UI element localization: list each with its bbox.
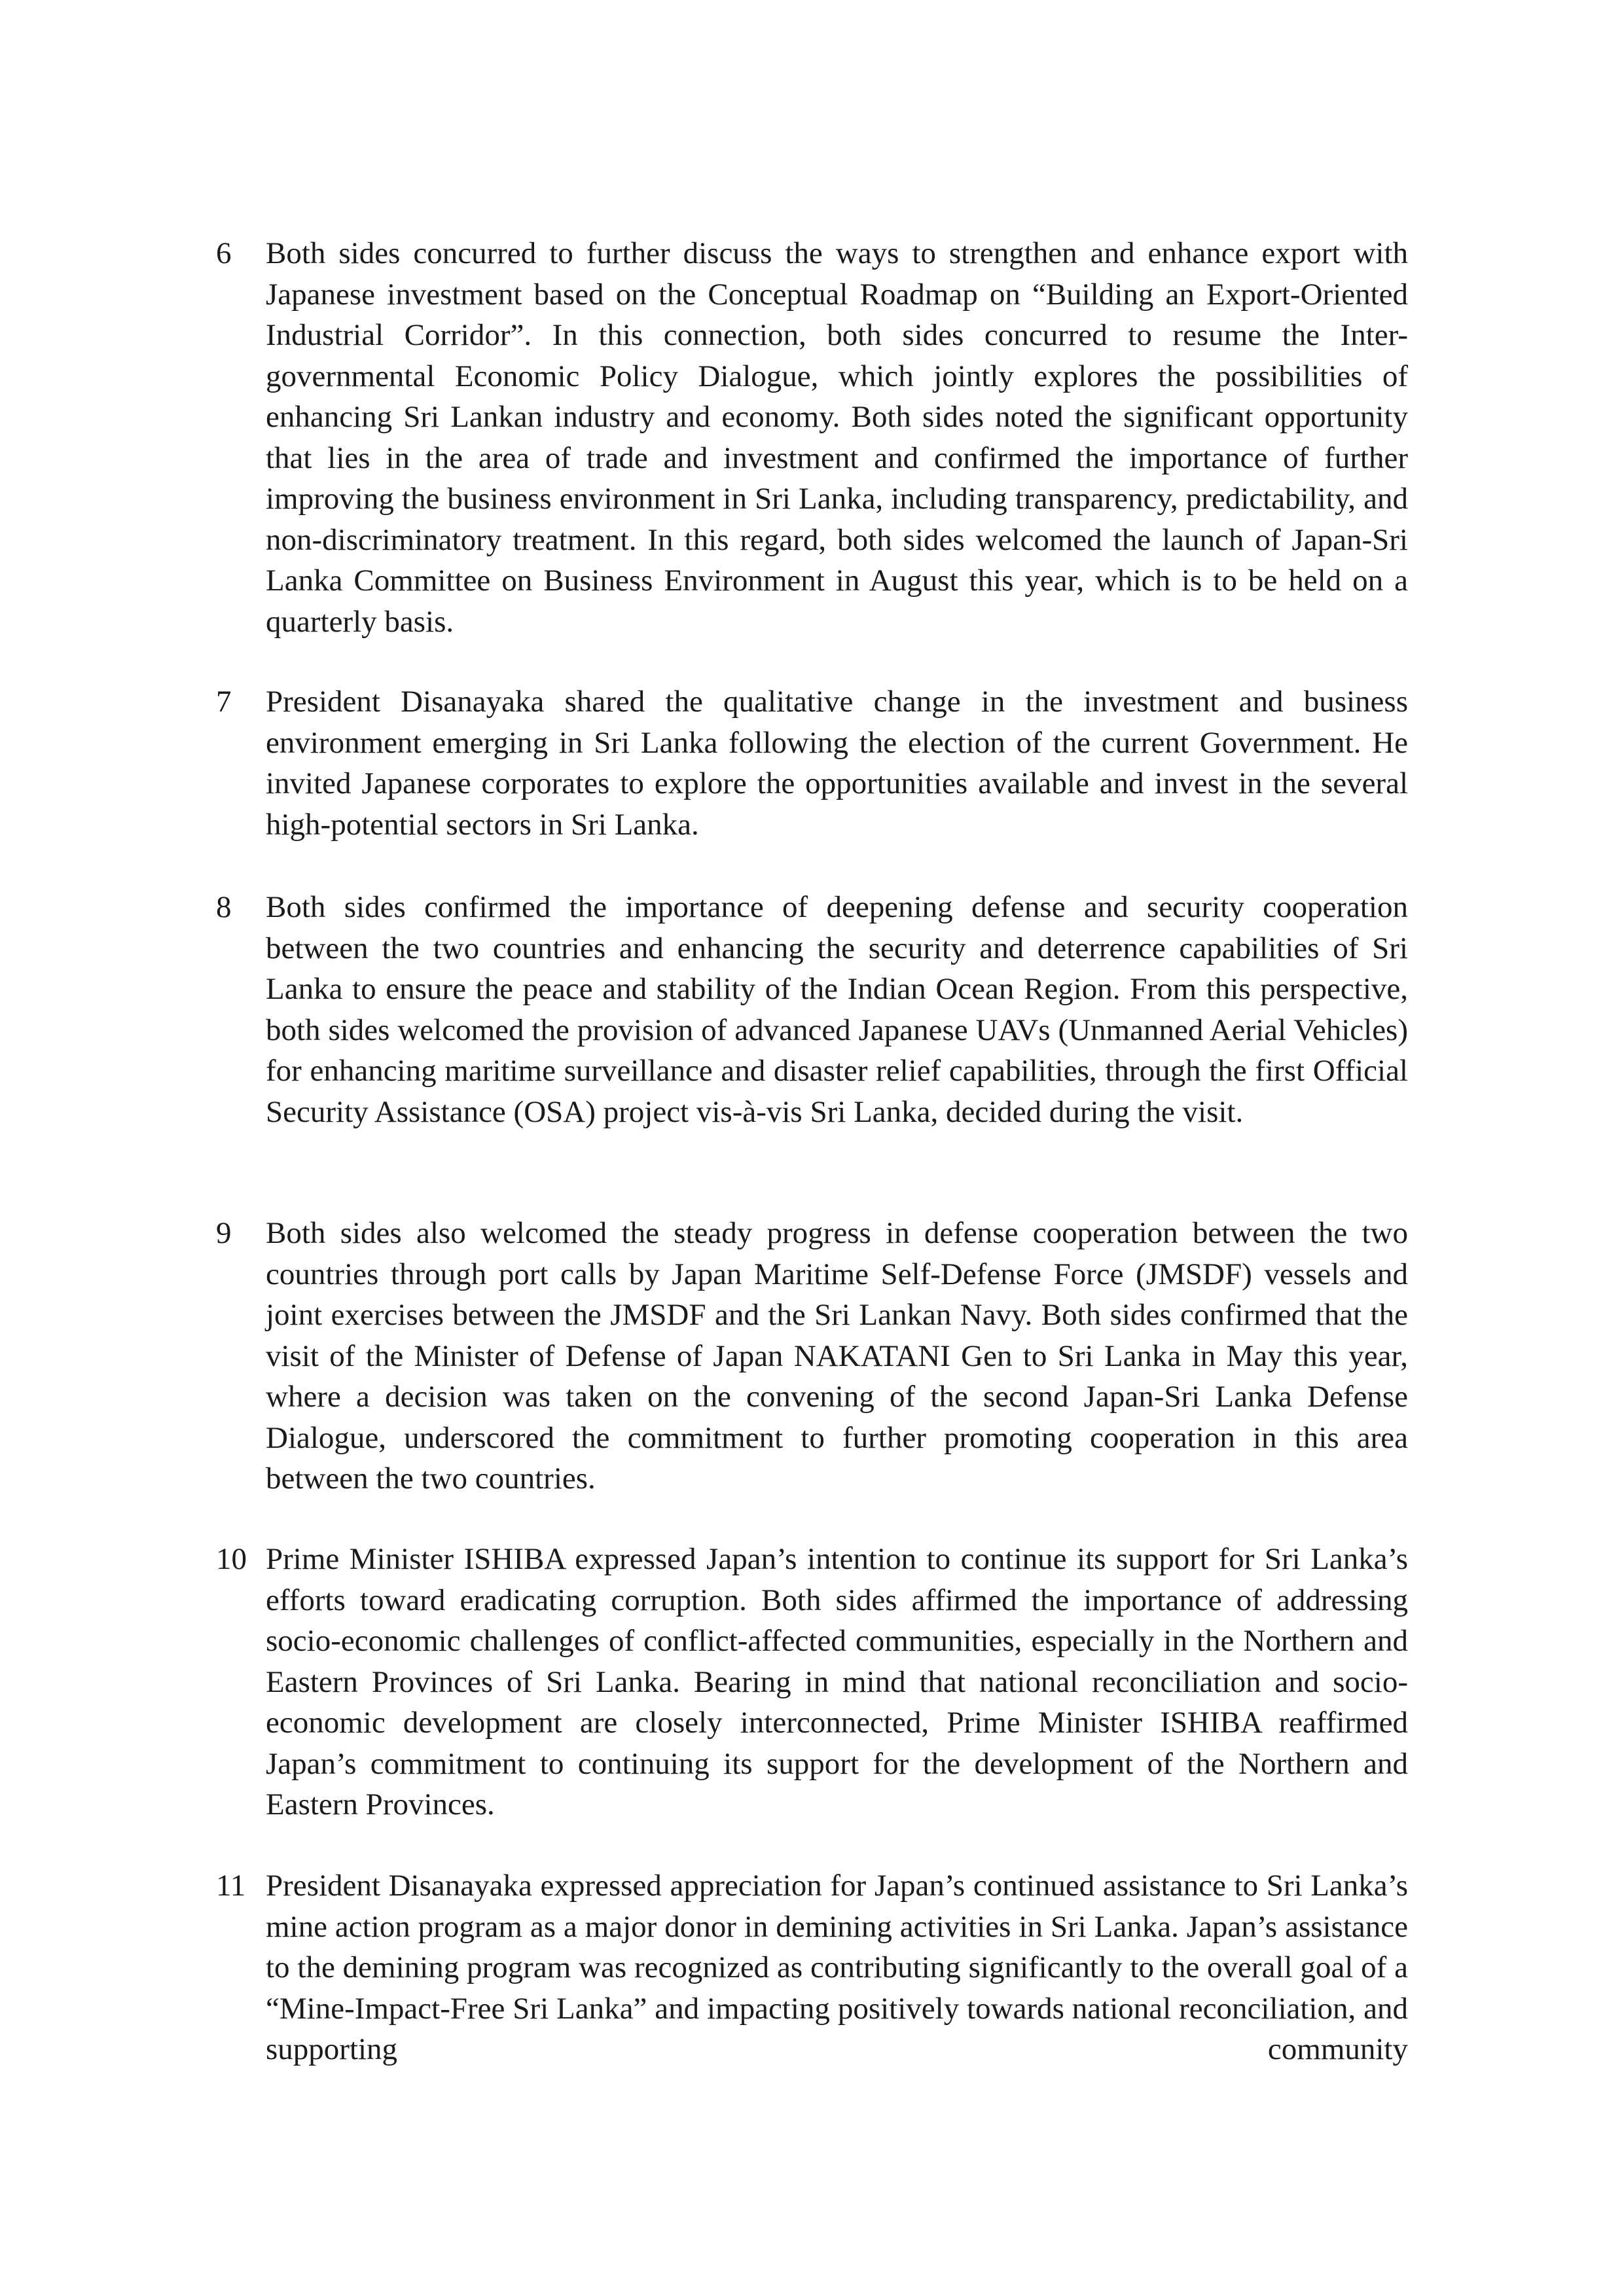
paragraph-text: Both sides confirmed the importance of deepening defense and security cooperation between the two countries and enhancing the security and deterrence capabilities of Sri Lanka to ensure the peace and stability of the Indian Ocean Region. From this perspective, both sides welcomed the provision of advanced Japanese UAVs (Unmanned Aerial Vehicles) for enhancing maritime surveillance and disaster relief capabilities, through the first Official Security Assistance (OSA) project vis-à-vis Sri Lanka, decided during the visit. xyxy=(266,890,1408,1129)
paragraph-text: Both sides also welcomed the steady progress in defense cooperation between the two countries through port calls by Japan Maritime Self-Defense Force (JMSDF) vessels and joint exercises between the JMSDF and the Sri Lankan Navy. Both sides confirmed that the visit of the Minister of Defense of Japan NAKATANI Gen to Sri Lanka in May this year, where a decision was taken on the convening of the second Japan-Sri Lanka Defense Dialogue, underscored the commitment to further promoting cooperation in this area between the two countries. xyxy=(266,1216,1408,1496)
paragraph-number: 10 xyxy=(216,1542,247,1576)
paragraph-number: 7 xyxy=(216,685,232,719)
paragraph-number: 9 xyxy=(216,1216,232,1250)
paragraph-number: 11 xyxy=(216,1869,246,1903)
paragraph-text: President Disanayaka expressed appreciation for Japan’s continued assistance to Sri Lanka’s mine action program as a major donor in demining activities in Sri Lanka. Japan’s assistance to the demining program was recognized as contributing significantly to the overall goal of a “Mine-Impact-Free Sri Lanka” and impacting positively towards national reconciliation, and supporting community xyxy=(266,1869,1408,2066)
paragraph-number: 6 xyxy=(216,236,232,270)
paragraph-text: Both sides concurred to further discuss the ways to strengthen and enhance export with Japanese investment based on the Conceptual Roadmap on “Building an Export-Oriented Industrial Corridor”. In this connection, both sides concurred to resume the Inter-governmental Economic Policy Dialogue, which jointly explores the possibilities of enhancing Sri Lankan industry and economy. Both sides noted the significant opportunity that lies in the area of trade and investment and confirmed the importance of further improving the business environment in Sri Lanka, including transparency, predictability, and non-discriminatory treatment. In this regard, both sides welcomed the launch of Japan-Sri Lanka Committee on Business Environment in August this year, which is to be held on a quarterly basis. xyxy=(266,236,1408,639)
paragraph-text: President Disanayaka shared the qualitative change in the investment and business environment emerging in Sri Lanka following the election of the current Government. He invited Japanese corporates to explore the opportunities available and invest in the several high-potential sectors in Sri Lanka. xyxy=(266,685,1408,842)
paragraph-text: Prime Minister ISHIBA expressed Japan’s intention to continue its support for Sri Lanka’s efforts toward eradicating corruption. Both sides affirmed the importance of addressing socio-economic challenges of conflict-affected communities, especially in the Northern and Eastern Provinces of Sri Lanka. Bearing in mind that national reconciliation and socio-economic development are closely interconnected, Prime Minister ISHIBA reaffirmed Japan’s commitment to continuing its support for the development of the Northern and Eastern Provinces. xyxy=(266,1542,1408,1821)
paragraph-number: 8 xyxy=(216,890,232,924)
